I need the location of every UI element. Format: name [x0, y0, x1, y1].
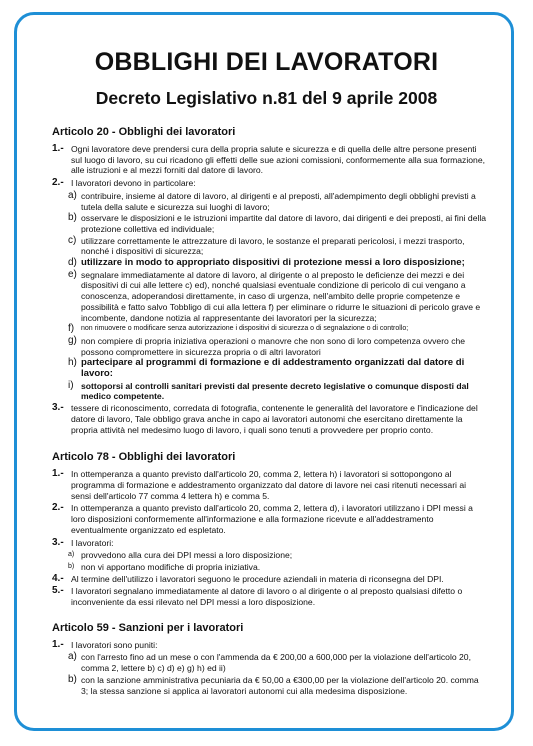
- sub-text: con la sanzione amministrativa pecuniaria da € 50,00 a €300,00 per la violazione dell'articolo 20. comma 3; la stessa sanzione si applica ai lavoratori autonomi cui alla medesima disposizione.: [81, 674, 479, 696]
- list-item: [52, 538, 487, 549]
- sub-item: [68, 236, 487, 257]
- sub-item: [68, 562, 487, 573]
- sub-item: [68, 270, 487, 324]
- item-text: In ottemperanza a quanto previsto dall'articolo 20, comma 2, lettera h) i lavoratori si sottopongono al programma di formazione e addestramento organizzato dal datore di lavore nei casi ritenuti necessari ai sensi dell'articolo 77 comma 4 lettera h) e comma 5.: [71, 469, 467, 501]
- list-item: [52, 640, 487, 651]
- item-number: 2.-: [52, 177, 64, 189]
- item-number: 3.-: [52, 402, 64, 414]
- item-text: tessere di riconoscimento, corredata di fotografia, contenente le generalità del lavoratore e l'indicazione del datore di lavoro, Tale obbligo grava anche in capo ai lavoratori autonomi che esercitano direttamente la propria attività nel medesimo luogo di lavoro, i quali sono tenuti a provvedere per proprio conto.: [71, 403, 478, 435]
- item-number: 3.-: [52, 536, 64, 548]
- sub-text: non rimuovere o modificare senza autorizzazione i dispositivi di sicurezza o di segnalazione o di controllo;: [81, 325, 409, 333]
- section-articolo-78: [52, 451, 487, 607]
- item-text: I lavoratori devono in particolare:: [71, 178, 196, 189]
- sub-letter: c): [68, 234, 77, 246]
- sub-text: sottoporsi al controlli sanitari previsti dal presente decreto legislative o comunque disposti dal medico competente.: [81, 380, 469, 402]
- sub-letter: b): [68, 212, 77, 224]
- list-item: [52, 469, 487, 501]
- item-number: 1.-: [52, 143, 64, 154]
- sub-text: con l'arresto fino ad un mese o con l'ammenda da € 200,00 a 600,000 per la violazione dell'articolo 20, comma 2, lettere b) c) d) e) g) h) ed ii): [81, 652, 471, 674]
- sub-item: [68, 213, 487, 234]
- item-text: I lavoratori:: [71, 537, 114, 548]
- sub-letter: a): [68, 651, 77, 663]
- item-number: 2.-: [52, 502, 64, 514]
- sub-letter: d): [68, 257, 77, 269]
- section-heading: Articolo 78 - Obblighi dei lavoratori: [52, 451, 236, 464]
- section-articolo-20: [52, 126, 487, 435]
- sub-item: [68, 258, 487, 269]
- list-item: [52, 586, 487, 607]
- list-item: [52, 503, 487, 535]
- sub-text: partecipare al programmi di formazione e di addestramento organizzati dal datore di lavoro:: [81, 357, 465, 380]
- sub-text: non compiere di propria iniziativa operazioni o manovre che non sono di loro competenza ovvero che possono compromettere in sicurezza propria o di altri lavoratori: [81, 335, 466, 357]
- item-text: I lavoratori sono puniti:: [71, 639, 158, 650]
- sub-letter: i): [68, 379, 74, 391]
- page-subtitle: Decreto Legislativo n.81 del 9 aprile 2008: [95, 88, 438, 108]
- sub-text: segnalare immediatamente al datore di lavoro, al dirigente o al preposto le deficienze dei mezzi e dei dispositivi di cui alle lettere c) ed), nonché qualsiasi eventuale condizione di pericolo di cui vengano a conoscenza, adoperandosi direttamente, in caso di urgenza, nell'ambito delle proprie competenze e possibilità e fatto salvo Tobbligo di cui alla lettera f) per eliminare o ridurre le situazioni di pericolo grave e incombente, dandone notizia al rappresentante dei lavoratori per la sicurezza;: [81, 269, 481, 323]
- section-articolo-59: [52, 622, 487, 697]
- sub-item: [68, 191, 487, 212]
- sub-letter: f): [68, 323, 75, 335]
- item-text: In ottemperanza a quanto previsto dall'articolo 20, comma 2, lettera d), i lavoratori utilizzano i DPI messi a loro disposizioni conformemente all'informazione e alla formazione ricevute e all'addestramento eventualmente organizzato ed espletato.: [71, 503, 473, 535]
- sub-item: [68, 652, 487, 673]
- item-text: I lavoratori segnalano immediatamente al datore di lavoro o al dirigente o al preposto qualsiasi difetto o inconveniente da essi rilevato nel DPI messi a loro disposizione.: [71, 586, 463, 608]
- sub-text: provvedono alla cura dei DPI messi a loro disposizione;: [81, 550, 293, 561]
- item-number: 4.-: [52, 572, 64, 584]
- sub-letter: b): [68, 673, 77, 685]
- sub-text: non vi apportano modifiche di propria iniziativa.: [81, 561, 261, 572]
- section-heading: Articolo 59 - Sanzioni per i lavoratori: [52, 621, 244, 634]
- list-item: [52, 403, 487, 435]
- sub-text: utilizzare in modo to appropriato dispositivi di protezione messi a loro disposizione;: [81, 257, 465, 269]
- sub-item: [68, 336, 487, 357]
- list-item: [52, 574, 487, 585]
- sub-letter: e): [68, 268, 77, 280]
- document-body: [52, 126, 487, 707]
- sub-item: [68, 675, 487, 696]
- page-title: OBBLIGHI DEI LAVORATORI: [94, 48, 439, 76]
- list-item: [52, 144, 487, 176]
- sub-item: [68, 324, 487, 335]
- sub-text: utilizzare correttamente le attrezzature di lavoro, le sostanze el preparati pericolosi, i mezzi trasporto, nonché i dispositivi di sicurezza;: [81, 235, 465, 257]
- sub-letter: a): [68, 551, 75, 559]
- sub-letter: h): [68, 357, 77, 369]
- list-item: [52, 178, 487, 189]
- sub-letter: g): [68, 334, 77, 346]
- sub-text: contribuire, insieme al datore di lavoro, al dirigenti e al preposti, all'adempimento degli obblighi previsti a tutela della salute e sicurezza sui luoghi di lavoro;: [81, 190, 476, 212]
- sub-item: [68, 381, 487, 402]
- item-number: 5.-: [52, 585, 64, 597]
- sub-item: [68, 550, 487, 561]
- sub-text: osservare le disposizioni e le istruzioni impartite dal datore di lavoro, dai dirigenti e dei preposti, ai fini della protezione collettiva ed individuale;: [81, 213, 487, 234]
- item-text: Ogni lavoratore deve prendersi cura della propria salute e sicurezza e di quella delle altre persone presenti sul luogo di lavoro, su cui ricadono gli effetti delle sue azioni comissioni, conformemente alla sua formazione, alle istruzioni e al mezzi forniti dal datore di lavoro.: [71, 144, 485, 176]
- section-heading: Articolo 20 - Obblighi dei lavoratori: [52, 126, 236, 138]
- item-number: 1.-: [52, 468, 64, 480]
- item-number: 1.-: [52, 638, 64, 650]
- sub-letter: a): [68, 189, 77, 201]
- item-text: Al termine dell'utilizzo i lavoratori seguono le procedure aziendali in materia di riconsegna del DPI.: [71, 573, 444, 584]
- sub-letter: b): [68, 562, 75, 570]
- sub-item: [68, 358, 487, 379]
